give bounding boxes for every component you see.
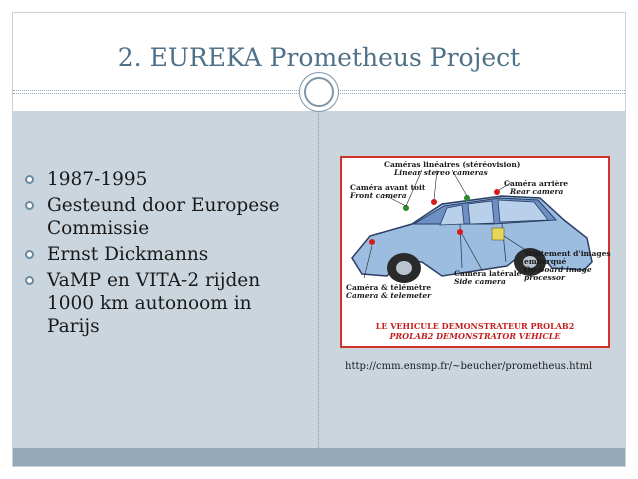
- ornament-circle-inner: [304, 77, 334, 107]
- vehicle-diagram-image: [340, 156, 610, 348]
- bullet-text: Gesteund door Europese Commissie: [47, 195, 280, 239]
- bullet-item: [20, 168, 305, 191]
- label-rear-cam: Caméra arrière Rear camera: [504, 179, 569, 196]
- label-linear-cams: Caméras linéaires (stéréovision) Linear stereo cameras: [384, 160, 521, 177]
- bullet-icon: [25, 175, 34, 184]
- image-source-caption: http://cmm.ensmp.fr/~beucher/prometheus.html: [345, 361, 593, 372]
- label-side-cam: Caméra latérale Side camera: [454, 269, 522, 286]
- bullet-icon: [25, 276, 34, 285]
- bullet-list: [20, 168, 305, 341]
- label-cam-telemeter: Caméra & télémètre Camera & telemeter: [346, 283, 432, 300]
- bullet-item: [20, 269, 305, 338]
- footer-band: [13, 448, 625, 466]
- bullet-icon: [25, 250, 34, 259]
- slide-title: 2. EUREKA Prometheus Project: [117, 43, 521, 72]
- label-demo-vehicle-en: PROLAB2 DEMONSTRATOR VEHICLE: [389, 331, 561, 341]
- label-front-cam: Caméra avant toit Front camera: [350, 183, 426, 200]
- label-demo-vehicle-fr: LE VEHICULE DEMONSTRATEUR PROLAB2: [375, 321, 575, 331]
- bullet-text: VaMP en VITA-2 rijden 1000 km autonoom in Parijs: [47, 270, 261, 337]
- bullet-text: Ernst Dickmanns: [47, 244, 209, 265]
- bullet-item: [20, 194, 305, 240]
- bullet-item: [20, 243, 305, 266]
- bullet-icon: [25, 201, 34, 210]
- label-processor: Traitement d'images embarqué On-board image processor: [524, 249, 611, 282]
- bullet-text: 1987-1995: [47, 169, 148, 190]
- column-divider: [318, 111, 319, 448]
